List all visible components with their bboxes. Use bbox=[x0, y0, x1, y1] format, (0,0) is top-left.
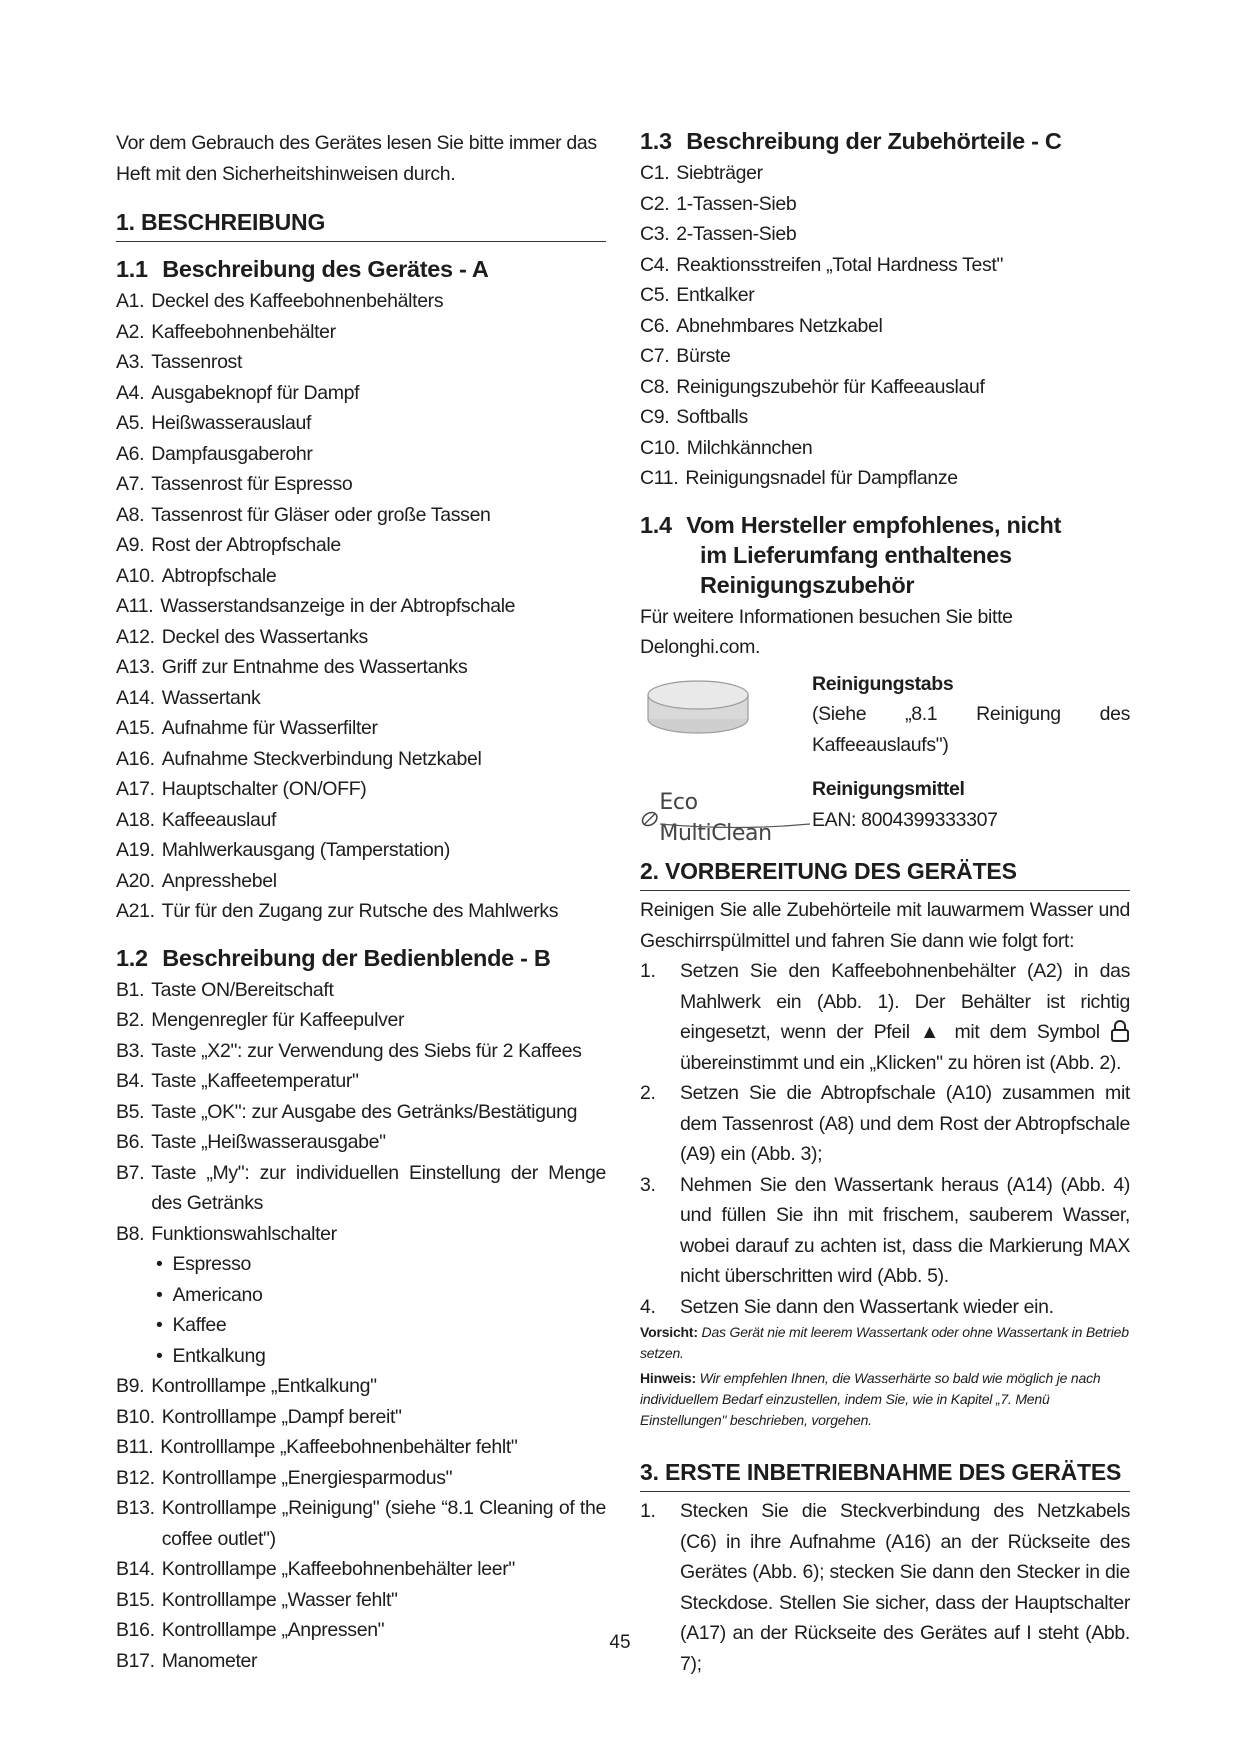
item-text: Aufnahme für Wasserfilter bbox=[161, 717, 378, 739]
item-text: Abtropfschale bbox=[161, 564, 277, 587]
item-key: C2. bbox=[640, 192, 670, 215]
list-item bbox=[116, 652, 606, 683]
item-key: B1. bbox=[116, 978, 145, 1001]
item-text: Tassenrost bbox=[151, 351, 243, 373]
item-key: A1. bbox=[116, 290, 145, 312]
list-item bbox=[116, 591, 606, 622]
section-2-heading: 2. VORBEREITUNG DES GERÄTES bbox=[640, 856, 1130, 891]
accessories-list-c bbox=[640, 158, 1130, 494]
subsection-title-line2: im Lieferumfang enthaltenes bbox=[700, 541, 1012, 568]
subsection-number: 1.4 bbox=[640, 511, 672, 538]
item-text: Kontrolllampe „Reinigung" (siehe “8.1 Cleaning of the coffee outlet") bbox=[161, 1497, 606, 1550]
caution-note bbox=[640, 1322, 1130, 1364]
subsection-title: Beschreibung des Gerätes - A bbox=[162, 256, 489, 282]
list-item bbox=[116, 1646, 606, 1677]
list-item bbox=[640, 372, 1130, 403]
step-number: 1. bbox=[640, 1500, 656, 1522]
item-key: B9. bbox=[116, 1375, 145, 1397]
item-key: A12. bbox=[116, 625, 155, 648]
item-text: Kontrolllampe „Anpressen" bbox=[161, 1619, 385, 1641]
subsection-number: 1.3 bbox=[640, 128, 672, 154]
item-text: Taste ON/Bereitschaft bbox=[151, 978, 334, 1001]
item-text: Kontrolllampe „Kaffeebohnenbehälter fehlt" bbox=[160, 1436, 518, 1458]
item-text: Kontrolllampe „Entkalkung" bbox=[151, 1375, 377, 1397]
item-text: Taste „Kaffeetemperatur" bbox=[151, 1070, 359, 1092]
controls-list-b-lamps bbox=[116, 1371, 606, 1676]
list-item bbox=[116, 683, 606, 714]
item-key: B5. bbox=[116, 1100, 145, 1123]
step-1 bbox=[640, 1496, 1130, 1679]
accessory-description: (Siehe „8.1 Reinigung des Kaffeeauslaufs") bbox=[812, 703, 1130, 756]
item-key: B13. bbox=[116, 1497, 155, 1519]
item-text: Tassenrost für Espresso bbox=[151, 473, 353, 495]
step-2 bbox=[640, 1078, 1130, 1170]
step-number: 4. bbox=[640, 1295, 656, 1318]
leaf-icon bbox=[640, 809, 659, 829]
item-key: C8. bbox=[640, 375, 670, 398]
item-key: B2. bbox=[116, 1009, 145, 1031]
item-key: B17. bbox=[116, 1649, 155, 1672]
item-text: Mahlwerkausgang (Tamperstation) bbox=[161, 839, 451, 861]
step-text: Stecken Sie die Steckverbindung des Netzkabels (C6) in ihre Aufnahme (A16) an der Rückseite des Gerätes (Abb. 6); stecken Sie dann den Stecker in die Steckdose. Stellen Sie sicher, dass der Hauptschalter (A17) an der Rückseite des Gerätes auf I steht (Abb. 7); bbox=[680, 1500, 1130, 1675]
item-key: B7. bbox=[116, 1161, 145, 1184]
subsection-title: Beschreibung der Bedienblende - B bbox=[162, 944, 551, 971]
item-text: Tür für den Zugang zur Rutsche des Mahlwerks bbox=[161, 900, 559, 922]
item-text: Manometer bbox=[161, 1649, 258, 1672]
bullet-item: • Americano bbox=[156, 1280, 606, 1311]
item-text: Kontrolllampe „Kaffeebohnenbehälter leer" bbox=[161, 1558, 515, 1580]
item-key: B6. bbox=[116, 1131, 145, 1153]
item-key: C1. bbox=[640, 162, 670, 184]
item-key: A14. bbox=[116, 686, 155, 709]
intro-text: Vor dem Gebrauch des Gerätes lesen Sie bitte immer das Heft mit den Sicherheitshinweisen durch. bbox=[116, 132, 597, 185]
item-key: A19. bbox=[116, 839, 155, 861]
accessory-name: Reinigungstabs bbox=[812, 672, 954, 695]
item-key: A8. bbox=[116, 503, 145, 526]
caution-text: Das Gerät nie mit leerem Wassertank oder ohne Wassertank in Betrieb setzen. bbox=[640, 1324, 1129, 1361]
item-text: Reaktionsstreifen „Total Hardness Test" bbox=[676, 253, 1004, 276]
bullet-item: • Kaffee bbox=[156, 1310, 606, 1341]
list-item bbox=[640, 219, 1130, 250]
item-text: Taste „My": zur individuellen Einstellung der Menge des Getränks bbox=[151, 1161, 606, 1214]
step-text-part2: mit dem Symbol bbox=[954, 1021, 1100, 1043]
item-text: Softballs bbox=[676, 406, 748, 428]
item-key: B15. bbox=[116, 1588, 155, 1611]
list-item bbox=[116, 1554, 606, 1585]
item-text: Entkalker bbox=[676, 284, 755, 306]
item-key: C6. bbox=[640, 314, 670, 337]
function-selector-options bbox=[116, 1249, 606, 1371]
item-text: 2-Tassen-Sieb bbox=[676, 223, 797, 245]
item-key: A5. bbox=[116, 412, 145, 434]
step-1 bbox=[640, 956, 1130, 1078]
list-item bbox=[640, 158, 1130, 189]
item-text: Taste „Heißwasserausgabe" bbox=[151, 1131, 386, 1153]
info-text: Für weitere Informationen besuchen Sie bitte Delonghi.com. bbox=[640, 605, 1013, 658]
item-text: Deckel des Wassertanks bbox=[161, 625, 368, 648]
item-text: Heißwasserauslauf bbox=[151, 412, 312, 434]
item-key: A6. bbox=[116, 442, 145, 465]
list-item bbox=[116, 835, 606, 866]
page-number: 45 bbox=[609, 1632, 631, 1653]
subsection-title-line1: Vom Hersteller empfohlenes, nicht bbox=[686, 511, 1062, 538]
list-item bbox=[640, 341, 1130, 372]
list-item bbox=[116, 500, 606, 531]
hint-label: Hinweis: bbox=[640, 1370, 696, 1386]
list-item bbox=[116, 774, 606, 805]
item-key: C11. bbox=[640, 467, 679, 489]
first-use-steps bbox=[640, 1496, 1130, 1679]
subsection-title-line3: Reinigungszubehör bbox=[700, 571, 915, 598]
item-key: B8. bbox=[116, 1222, 145, 1245]
list-item bbox=[116, 1158, 606, 1219]
item-text: Hauptschalter (ON/OFF) bbox=[161, 778, 367, 800]
item-text: Wassertank bbox=[161, 686, 261, 709]
list-item bbox=[116, 805, 606, 836]
list-item bbox=[116, 1219, 606, 1250]
item-key: A21. bbox=[116, 900, 155, 922]
parts-list-a bbox=[116, 286, 606, 927]
list-item bbox=[116, 622, 606, 653]
item-key: A2. bbox=[116, 320, 145, 343]
subsection-1-1-heading bbox=[116, 254, 606, 284]
list-item bbox=[116, 713, 606, 744]
list-item bbox=[116, 408, 606, 439]
step-text: Nehmen Sie den Wassertank heraus (A14) (Abb. 4) und füllen Sie ihn mit frischem, sauberem Wasser, wobei darauf zu achten ist, dass die Markierung MAX nicht überschritten wird (Abb. 5). bbox=[680, 1173, 1130, 1287]
list-item bbox=[116, 378, 606, 409]
list-item bbox=[116, 439, 606, 470]
item-text: Kaffeeauslauf bbox=[161, 808, 277, 831]
list-item bbox=[640, 280, 1130, 311]
list-item bbox=[116, 896, 606, 927]
list-item bbox=[116, 1066, 606, 1097]
item-key: B14. bbox=[116, 1558, 155, 1580]
subsection-number: 1.1 bbox=[116, 256, 148, 282]
subsection-title: Beschreibung der Zubehörteile - C bbox=[686, 128, 1062, 154]
item-key: B4. bbox=[116, 1070, 145, 1092]
step-number: 1. bbox=[640, 960, 656, 982]
item-text: Funktionswahlschalter bbox=[151, 1222, 337, 1245]
item-text: Reinigungszubehör für Kaffeeauslauf bbox=[676, 375, 985, 398]
list-item bbox=[640, 463, 1130, 494]
preparation-steps bbox=[640, 956, 1130, 1322]
list-item bbox=[116, 1432, 606, 1463]
item-key: B3. bbox=[116, 1039, 145, 1062]
left-column bbox=[116, 128, 606, 1676]
bullet-item: • Entkalkung bbox=[156, 1341, 606, 1372]
step-3 bbox=[640, 1170, 1130, 1292]
eco-multiclean-logo bbox=[640, 774, 812, 846]
list-item bbox=[640, 433, 1130, 464]
list-item bbox=[116, 1463, 606, 1494]
item-text: Taste „OK": zur Ausgabe des Getränks/Bestätigung bbox=[151, 1100, 578, 1123]
item-key: A7. bbox=[116, 473, 145, 495]
cleaning-tab-image bbox=[640, 669, 812, 749]
list-item bbox=[116, 1493, 606, 1554]
item-text: Anpresshebel bbox=[161, 869, 277, 892]
subsection-1-2-heading bbox=[116, 943, 606, 973]
item-key: C5. bbox=[640, 284, 670, 306]
item-key: C7. bbox=[640, 345, 670, 367]
step-text: Setzen Sie die Abtropfschale (A10) zusammen mit dem Tassenrost (A8) und dem Rost der Abtropfschale (A9) ein (Abb. 3); bbox=[680, 1082, 1130, 1165]
item-key: C10. bbox=[640, 436, 680, 459]
step-4 bbox=[640, 1292, 1130, 1323]
step-number: 2. bbox=[640, 1082, 656, 1104]
list-item bbox=[640, 250, 1130, 281]
item-text: 1-Tassen-Sieb bbox=[676, 192, 797, 215]
accessory-ean: EAN: 8004399333307 bbox=[812, 808, 998, 831]
item-text: Kontrolllampe „Wasser fehlt" bbox=[161, 1588, 398, 1611]
item-text: Aufnahme Steckverbindung Netzkabel bbox=[161, 747, 482, 770]
item-text: Mengenregler für Kaffeepulver bbox=[151, 1009, 405, 1031]
item-key: A4. bbox=[116, 381, 145, 404]
subsection-number: 1.2 bbox=[116, 944, 148, 971]
padlock-icon bbox=[1110, 1020, 1130, 1042]
controls-list-b bbox=[116, 975, 606, 1250]
list-item bbox=[116, 975, 606, 1006]
list-item bbox=[116, 1585, 606, 1616]
item-key: B11. bbox=[116, 1436, 154, 1458]
accessory-cleaning-agent bbox=[640, 774, 1130, 846]
section-2-intro: Reinigen Sie alle Zubehörteile mit lauwarmem Wasser und Geschirrspülmittel und fahren Sie dann wie folgt fort: bbox=[640, 899, 1130, 952]
bullet-item: • Espresso bbox=[156, 1249, 606, 1280]
item-key: A10. bbox=[116, 564, 155, 587]
item-text: Deckel des Kaffeebohnenbehälters bbox=[151, 290, 444, 312]
list-item bbox=[116, 286, 606, 317]
hint-note bbox=[640, 1368, 1130, 1431]
item-text: Bürste bbox=[676, 345, 731, 367]
item-text: Griff zur Entnahme des Wassertanks bbox=[161, 656, 468, 678]
item-text: Siebträger bbox=[676, 162, 763, 184]
list-item bbox=[116, 1371, 606, 1402]
list-item bbox=[116, 561, 606, 592]
item-key: A18. bbox=[116, 808, 155, 831]
right-column bbox=[640, 126, 1130, 1679]
item-text: Tassenrost für Gläser oder große Tassen bbox=[151, 503, 491, 526]
item-key: B16. bbox=[116, 1619, 155, 1641]
section-1-heading: 1. BESCHREIBUNG bbox=[116, 207, 606, 242]
item-key: B10. bbox=[116, 1405, 155, 1428]
subsection-1-3-heading bbox=[640, 126, 1130, 156]
item-key: A20. bbox=[116, 869, 155, 892]
step-text-part3: übereinstimmt und ein „Klicken" zu hören ist (Abb. 2). bbox=[680, 1051, 1122, 1074]
list-item bbox=[116, 1097, 606, 1128]
item-key: A16. bbox=[116, 747, 155, 770]
list-item bbox=[116, 1005, 606, 1036]
list-item bbox=[116, 866, 606, 897]
item-key: A3. bbox=[116, 351, 145, 373]
arrow-up-icon: ▲ bbox=[920, 1021, 945, 1043]
step-number: 3. bbox=[640, 1173, 656, 1196]
item-key: C3. bbox=[640, 223, 670, 245]
list-item bbox=[116, 744, 606, 775]
list-item bbox=[640, 189, 1130, 220]
list-item bbox=[116, 317, 606, 348]
list-item bbox=[116, 530, 606, 561]
accessory-cleaning-tabs bbox=[640, 669, 1130, 761]
item-text: Ausgabeknopf für Dampf bbox=[151, 381, 360, 404]
subsection-1-4-heading bbox=[640, 510, 1130, 600]
list-item bbox=[116, 469, 606, 500]
step-text-part1: Setzen Sie den Kaffeebohnenbehälter (A2) in das Mahlwerk ein (Abb. 1). Der Behälter ist richtig eingesetzt, wenn der Pfeil bbox=[680, 960, 1130, 1043]
list-item bbox=[640, 402, 1130, 433]
list-item bbox=[116, 1127, 606, 1158]
item-key: A13. bbox=[116, 656, 155, 678]
list-item bbox=[116, 1036, 606, 1067]
hint-text: Wir empfehlen Ihnen, die Wasserhärte so bald wie möglich je nach individuellem Bedarf einzustellen, indem Sie, wie in Kapitel „7. Menü Einstellungen" beschrieben, vorgehen. bbox=[640, 1370, 1101, 1428]
item-key: A11. bbox=[116, 595, 154, 617]
item-text: Kontrolllampe „Energiesparmodus" bbox=[161, 1466, 453, 1489]
list-item bbox=[116, 1402, 606, 1433]
item-key: A17. bbox=[116, 778, 155, 800]
item-text: Abnehmbares Netzkabel bbox=[676, 314, 883, 337]
item-text: Wasserstandsanzeige in der Abtropfschale bbox=[160, 595, 516, 617]
item-text: Kontrolllampe „Dampf bereit" bbox=[161, 1405, 402, 1428]
item-key: A9. bbox=[116, 534, 145, 556]
step-text: Setzen Sie dann den Wassertank wieder ein. bbox=[680, 1295, 1054, 1318]
section-3-heading: 3. ERSTE INBETRIEBNAHME DES GERÄTES bbox=[640, 1457, 1130, 1492]
item-text: Kaffeebohnenbehälter bbox=[151, 320, 336, 343]
item-text: Milchkännchen bbox=[686, 436, 813, 459]
item-key: C9. bbox=[640, 406, 670, 428]
list-item bbox=[640, 311, 1130, 342]
accessory-name: Reinigungsmittel bbox=[812, 778, 965, 800]
item-key: C4. bbox=[640, 253, 670, 276]
logo-text: Eco MultiClean bbox=[659, 790, 772, 846]
caution-label: Vorsicht: bbox=[640, 1324, 698, 1340]
item-text: Dampfausgaberohr bbox=[151, 442, 313, 465]
item-text: Rost der Abtropfschale bbox=[151, 534, 341, 556]
list-item bbox=[116, 1615, 606, 1646]
item-text: Reinigungsnadel für Dampflanze bbox=[685, 467, 958, 489]
item-key: A15. bbox=[116, 717, 155, 739]
item-text: Taste „X2": zur Verwendung des Siebs für 2 Kaffees bbox=[151, 1039, 582, 1062]
item-key: B12. bbox=[116, 1466, 155, 1489]
list-item bbox=[116, 347, 606, 378]
